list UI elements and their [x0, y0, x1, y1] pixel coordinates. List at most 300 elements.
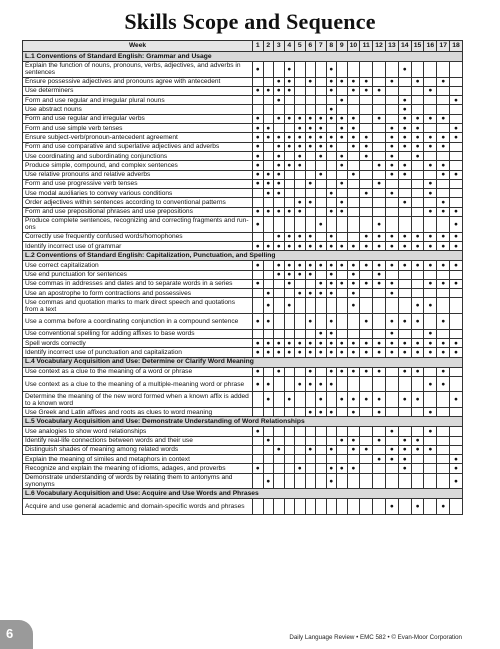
- week-cell-empty: [295, 499, 306, 515]
- week-cell-empty: [337, 473, 348, 489]
- week-cell-empty: [326, 455, 337, 464]
- week-cell-empty: [450, 289, 463, 298]
- week-mark: ●: [347, 114, 360, 123]
- week-number-header: 11: [360, 41, 373, 52]
- page-number: 6: [6, 626, 14, 641]
- week-mark: ●: [274, 151, 285, 160]
- week-number-header: 4: [284, 41, 295, 52]
- week-mark: ●: [326, 189, 337, 198]
- week-cell-empty: [360, 179, 373, 188]
- week-mark: ●: [316, 241, 327, 250]
- week-mark: ●: [437, 77, 450, 86]
- week-cell-empty: [253, 298, 264, 314]
- week-mark: ●: [274, 161, 285, 170]
- week-cell-empty: [316, 96, 327, 105]
- week-cell-empty: [337, 455, 348, 464]
- week-cell-empty: [253, 407, 264, 416]
- week-mark: ●: [398, 161, 411, 170]
- week-mark: ●: [253, 217, 264, 233]
- week-mark: ●: [385, 314, 398, 330]
- week-mark: ●: [450, 261, 463, 270]
- week-mark: ●: [316, 124, 327, 133]
- week-mark: ●: [437, 142, 450, 151]
- week-cell-empty: [316, 445, 327, 454]
- week-cell-empty: [274, 124, 285, 133]
- week-mark: ●: [326, 142, 337, 151]
- week-cell-empty: [305, 207, 316, 216]
- week-cell-empty: [274, 217, 285, 233]
- week-cell-empty: [437, 455, 450, 464]
- week-cell-empty: [305, 392, 316, 408]
- week-mark: ●: [316, 170, 327, 179]
- week-cell-empty: [360, 289, 373, 298]
- week-mark: ●: [295, 261, 306, 270]
- week-cell-empty: [316, 314, 327, 330]
- week-mark: ●: [274, 348, 285, 357]
- week-cell-empty: [316, 198, 327, 207]
- week-mark: ●: [316, 289, 327, 298]
- week-cell-empty: [305, 161, 316, 170]
- week-cell-empty: [437, 464, 450, 473]
- week-cell-empty: [411, 455, 424, 464]
- week-cell-empty: [295, 407, 306, 416]
- week-mark: ●: [305, 133, 316, 142]
- week-mark: ●: [316, 133, 327, 142]
- week-cell-empty: [424, 77, 437, 86]
- week-mark: ●: [274, 338, 285, 347]
- week-cell-empty: [373, 96, 386, 105]
- week-mark: ●: [326, 232, 337, 241]
- week-cell-empty: [326, 436, 337, 445]
- week-cell-empty: [411, 289, 424, 298]
- week-cell-empty: [263, 161, 274, 170]
- week-cell-empty: [450, 376, 463, 392]
- week-cell-empty: [295, 455, 306, 464]
- week-mark: ●: [316, 114, 327, 123]
- week-mark: ●: [398, 367, 411, 376]
- week-cell-empty: [360, 455, 373, 464]
- week-mark: ●: [450, 464, 463, 473]
- week-mark: ●: [360, 348, 373, 357]
- week-mark: ●: [424, 348, 437, 357]
- week-cell-empty: [263, 279, 274, 288]
- week-mark: ●: [398, 241, 411, 250]
- week-cell-empty: [385, 367, 398, 376]
- week-mark: ●: [411, 151, 424, 160]
- week-cell-empty: [398, 217, 411, 233]
- table-row: [23, 62, 463, 78]
- skill-label: Use correct capitalization: [23, 261, 253, 270]
- skill-label: Use commas and quotation marks to mark direct speech and quotations from a text: [23, 298, 253, 314]
- week-mark: ●: [295, 338, 306, 347]
- week-cell-empty: [360, 198, 373, 207]
- week-mark: ●: [263, 124, 274, 133]
- week-cell-empty: [424, 464, 437, 473]
- week-mark: ●: [274, 86, 285, 95]
- week-mark: ●: [316, 407, 327, 416]
- week-cell-empty: [373, 105, 386, 114]
- week-cell-empty: [450, 161, 463, 170]
- week-cell-empty: [437, 436, 450, 445]
- week-mark: ●: [337, 279, 348, 288]
- week-cell-empty: [274, 198, 285, 207]
- week-cell-empty: [326, 198, 337, 207]
- week-mark: ●: [411, 499, 424, 515]
- week-cell-empty: [337, 142, 348, 151]
- week-cell-empty: [295, 77, 306, 86]
- week-cell-empty: [316, 464, 327, 473]
- week-mark: ●: [274, 142, 285, 151]
- week-mark: ●: [326, 261, 337, 270]
- week-cell-empty: [263, 62, 274, 78]
- week-mark: ●: [373, 392, 386, 408]
- week-mark: ●: [284, 348, 295, 357]
- section-header-row: [23, 52, 463, 62]
- section-header-row: [23, 417, 463, 427]
- week-mark: ●: [398, 62, 411, 78]
- week-cell-empty: [373, 170, 386, 179]
- skill-label: Form and use prepositional phrases and use prepositions: [23, 207, 253, 216]
- week-cell-empty: [337, 289, 348, 298]
- week-cell-empty: [385, 86, 398, 95]
- week-mark: ●: [253, 62, 264, 78]
- week-cell-empty: [411, 329, 424, 338]
- week-mark: ●: [337, 198, 348, 207]
- week-cell-empty: [398, 329, 411, 338]
- week-cell-empty: [347, 151, 360, 160]
- week-cell-empty: [424, 499, 437, 515]
- week-mark: ●: [424, 142, 437, 151]
- week-cell-empty: [305, 427, 316, 436]
- week-mark: ●: [360, 314, 373, 330]
- week-cell-empty: [347, 189, 360, 198]
- week-cell-empty: [295, 367, 306, 376]
- week-cell-empty: [424, 314, 437, 330]
- week-mark: ●: [398, 232, 411, 241]
- week-cell-empty: [263, 499, 274, 515]
- week-mark: ●: [274, 367, 285, 376]
- week-cell-empty: [263, 198, 274, 207]
- week-mark: ●: [398, 142, 411, 151]
- week-mark: ●: [437, 241, 450, 250]
- week-mark: ●: [337, 436, 348, 445]
- week-cell-empty: [326, 298, 337, 314]
- skill-label: Form and use progressive verb tenses: [23, 179, 253, 188]
- week-mark: ●: [253, 124, 264, 133]
- week-mark: ●: [253, 133, 264, 142]
- week-cell-empty: [373, 62, 386, 78]
- week-cell-empty: [450, 445, 463, 454]
- week-mark: ●: [424, 329, 437, 338]
- week-mark: ●: [326, 114, 337, 123]
- week-mark: ●: [373, 241, 386, 250]
- week-mark: ●: [450, 217, 463, 233]
- table-row: [23, 261, 463, 270]
- week-cell-empty: [398, 289, 411, 298]
- week-cell-empty: [284, 376, 295, 392]
- week-mark: ●: [450, 96, 463, 105]
- week-mark: ●: [373, 436, 386, 445]
- week-cell-empty: [274, 62, 285, 78]
- week-mark: ●: [274, 114, 285, 123]
- skill-label: Determine the meaning of the new word formed when a known affix is added to a known word: [23, 392, 253, 408]
- week-mark: ●: [326, 105, 337, 114]
- week-cell-empty: [337, 189, 348, 198]
- week-mark: ●: [373, 217, 386, 233]
- week-cell-empty: [398, 473, 411, 489]
- week-mark: ●: [373, 338, 386, 347]
- week-mark: ●: [263, 473, 274, 489]
- week-cell-empty: [424, 124, 437, 133]
- week-mark: ●: [437, 161, 450, 170]
- week-mark: ●: [295, 241, 306, 250]
- week-cell-empty: [274, 499, 285, 515]
- week-cell-empty: [274, 289, 285, 298]
- week-mark: ●: [284, 62, 295, 78]
- week-cell-empty: [295, 279, 306, 288]
- table-row: [23, 179, 463, 188]
- week-mark: ●: [347, 142, 360, 151]
- table-row: [23, 427, 463, 436]
- week-mark: ●: [424, 179, 437, 188]
- week-cell-empty: [347, 427, 360, 436]
- week-mark: ●: [385, 455, 398, 464]
- week-mark: ●: [411, 232, 424, 241]
- week-cell-empty: [360, 161, 373, 170]
- week-cell-empty: [360, 217, 373, 233]
- week-mark: ●: [347, 261, 360, 270]
- week-mark: ●: [411, 445, 424, 454]
- week-mark: ●: [305, 348, 316, 357]
- table-row: [23, 473, 463, 489]
- week-cell-empty: [295, 473, 306, 489]
- week-mark: ●: [373, 279, 386, 288]
- week-cell-empty: [253, 270, 264, 279]
- week-number-header: 6: [305, 41, 316, 52]
- week-mark: ●: [263, 436, 274, 445]
- week-cell-empty: [253, 473, 264, 489]
- table-row: [23, 376, 463, 392]
- week-mark: ●: [326, 407, 337, 416]
- week-mark: ●: [347, 241, 360, 250]
- week-mark: ●: [411, 142, 424, 151]
- week-cell-empty: [437, 86, 450, 95]
- week-cell-empty: [263, 77, 274, 86]
- week-mark: ●: [263, 189, 274, 198]
- week-mark: ●: [411, 77, 424, 86]
- week-mark: ●: [284, 114, 295, 123]
- table-row: [23, 198, 463, 207]
- week-number-header: 13: [385, 41, 398, 52]
- week-mark: ●: [360, 367, 373, 376]
- week-mark: ●: [295, 124, 306, 133]
- skill-label: Explain the meaning of similes and metaphors in context: [23, 455, 253, 464]
- week-cell-empty: [274, 329, 285, 338]
- week-cell-empty: [253, 329, 264, 338]
- week-mark: ●: [347, 407, 360, 416]
- week-mark: ●: [253, 142, 264, 151]
- week-mark: ●: [360, 189, 373, 198]
- table-row: [23, 329, 463, 338]
- week-cell-empty: [316, 298, 327, 314]
- week-mark: ●: [274, 170, 285, 179]
- week-mark: ●: [253, 348, 264, 357]
- week-cell-empty: [411, 96, 424, 105]
- week-cell-empty: [316, 455, 327, 464]
- week-cell-empty: [316, 62, 327, 78]
- week-mark: ●: [450, 338, 463, 347]
- week-cell-empty: [284, 367, 295, 376]
- week-cell-empty: [337, 217, 348, 233]
- skill-label: Use modal auxiliaries to convey various conditions: [23, 189, 253, 198]
- week-mark: ●: [385, 142, 398, 151]
- week-cell-empty: [284, 445, 295, 454]
- week-mark: ●: [253, 207, 264, 216]
- week-cell-empty: [411, 217, 424, 233]
- week-mark: ●: [424, 279, 437, 288]
- week-mark: ●: [326, 270, 337, 279]
- week-cell-empty: [398, 270, 411, 279]
- week-mark: ●: [437, 338, 450, 347]
- week-mark: ●: [385, 338, 398, 347]
- week-mark: ●: [337, 207, 348, 216]
- week-mark: ●: [263, 348, 274, 357]
- week-mark: ●: [411, 261, 424, 270]
- week-mark: ●: [347, 170, 360, 179]
- skill-label: Ensure possessive adjectives and pronouns agree with antecedent: [23, 77, 253, 86]
- week-cell-empty: [424, 170, 437, 179]
- week-mark: ●: [385, 289, 398, 298]
- week-mark: ●: [326, 77, 337, 86]
- week-cell-empty: [295, 392, 306, 408]
- week-mark: ●: [424, 261, 437, 270]
- table-row: [23, 217, 463, 233]
- week-mark: ●: [295, 133, 306, 142]
- week-mark: ●: [373, 270, 386, 279]
- table-row: [23, 133, 463, 142]
- week-cell-empty: [347, 105, 360, 114]
- week-mark: ●: [284, 207, 295, 216]
- week-cell-empty: [253, 198, 264, 207]
- week-mark: ●: [347, 392, 360, 408]
- week-cell-empty: [424, 198, 437, 207]
- skill-label: Use context as a clue to the meaning of a multiple-meaning word or phrase: [23, 376, 253, 392]
- week-cell-empty: [450, 151, 463, 160]
- skill-label: Use coordinating and subordinating conjunctions: [23, 151, 253, 160]
- week-mark: ●: [326, 338, 337, 347]
- section-header-row: [23, 489, 463, 499]
- skill-label: Identify real-life connections between words and their use: [23, 436, 253, 445]
- week-mark: ●: [316, 261, 327, 270]
- week-mark: ●: [373, 348, 386, 357]
- week-cell-empty: [263, 105, 274, 114]
- week-mark: ●: [411, 314, 424, 330]
- week-cell-empty: [274, 105, 285, 114]
- week-mark: ●: [326, 133, 337, 142]
- week-mark: ●: [274, 232, 285, 241]
- week-cell-empty: [411, 198, 424, 207]
- week-cell-empty: [385, 207, 398, 216]
- week-cell-empty: [326, 170, 337, 179]
- week-mark: ●: [360, 151, 373, 160]
- skill-label: Form and use simple verb tenses: [23, 124, 253, 133]
- week-cell-empty: [295, 329, 306, 338]
- week-cell-empty: [385, 298, 398, 314]
- week-number-header: 18: [450, 41, 463, 52]
- week-mark: ●: [326, 314, 337, 330]
- week-cell-empty: [360, 105, 373, 114]
- week-cell-empty: [385, 96, 398, 105]
- week-mark: ●: [347, 445, 360, 454]
- week-mark: ●: [424, 338, 437, 347]
- week-mark: ●: [424, 445, 437, 454]
- week-mark: ●: [284, 232, 295, 241]
- week-cell-empty: [411, 427, 424, 436]
- week-cell-empty: [411, 86, 424, 95]
- week-mark: ●: [274, 189, 285, 198]
- week-mark: ●: [295, 151, 306, 160]
- week-mark: ●: [373, 114, 386, 123]
- week-cell-empty: [450, 179, 463, 188]
- week-cell-empty: [295, 217, 306, 233]
- week-mark: ●: [437, 261, 450, 270]
- week-cell-empty: [437, 179, 450, 188]
- week-cell-empty: [337, 314, 348, 330]
- week-mark: ●: [295, 289, 306, 298]
- week-number-header: 5: [295, 41, 306, 52]
- week-mark: ●: [263, 376, 274, 392]
- week-mark: ●: [337, 261, 348, 270]
- table-row: [23, 77, 463, 86]
- week-mark: ●: [398, 124, 411, 133]
- week-mark: ●: [437, 170, 450, 179]
- week-mark: ●: [450, 170, 463, 179]
- skill-label: Use an apostrophe to form contractions and possessives: [23, 289, 253, 298]
- week-cell-empty: [373, 473, 386, 489]
- week-mark: ●: [398, 261, 411, 270]
- week-mark: ●: [450, 232, 463, 241]
- skill-label: Form and use regular and irregular verbs: [23, 114, 253, 123]
- week-cell-empty: [326, 217, 337, 233]
- week-cell-empty: [450, 367, 463, 376]
- week-mark: ●: [253, 241, 264, 250]
- week-cell-empty: [347, 376, 360, 392]
- week-cell-empty: [424, 455, 437, 464]
- week-cell-empty: [360, 207, 373, 216]
- week-cell-empty: [373, 189, 386, 198]
- week-mark: ●: [253, 86, 264, 95]
- week-cell-empty: [411, 473, 424, 489]
- week-mark: ●: [316, 348, 327, 357]
- week-cell-empty: [373, 151, 386, 160]
- week-mark: ●: [253, 170, 264, 179]
- week-mark: ●: [274, 445, 285, 454]
- week-mark: ●: [424, 407, 437, 416]
- week-mark: ●: [373, 455, 386, 464]
- week-cell-empty: [274, 407, 285, 416]
- week-mark: ●: [424, 161, 437, 170]
- week-cell-empty: [326, 96, 337, 105]
- week-cell-empty: [450, 142, 463, 151]
- week-mark: ●: [305, 241, 316, 250]
- week-cell-empty: [450, 86, 463, 95]
- week-cell-empty: [274, 376, 285, 392]
- week-mark: ●: [337, 96, 348, 105]
- week-cell-empty: [263, 270, 274, 279]
- skill-label: Recognize and explain the meaning of idioms, adages, and proverbs: [23, 464, 253, 473]
- week-cell-empty: [398, 189, 411, 198]
- week-mark: ●: [295, 270, 306, 279]
